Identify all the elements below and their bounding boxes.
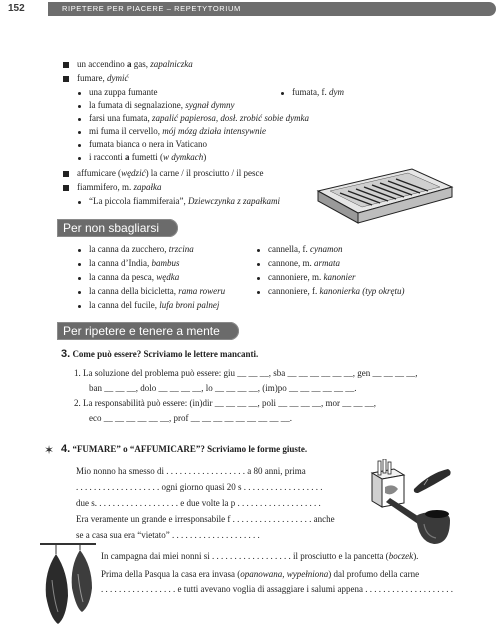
exercise-4-number: 4. bbox=[61, 443, 71, 455]
exercise-4-header bbox=[61, 444, 307, 455]
bullet-square bbox=[63, 171, 69, 177]
bullet-dot bbox=[78, 291, 81, 294]
ex4-line-4[interactable]: Era veramente un grande e irresponsabile f . . . . . . . . . . . . . . . . . . anche bbox=[76, 514, 335, 524]
exercise-4-title: “FUMARE” o “AFFUMICARE”? Scriviamo le forme giuste. bbox=[72, 444, 308, 454]
sub-segnalazione: la fumata di segnalazione, sygnał dymny bbox=[89, 100, 235, 110]
bullet-dot bbox=[78, 92, 81, 95]
vocab-fiammifero: fiammifero, m. zapałka bbox=[77, 182, 162, 192]
bullet-dot bbox=[78, 144, 81, 147]
canna-pesca: la canna da pesca, wędka bbox=[89, 272, 180, 282]
bullet-dot bbox=[257, 263, 260, 266]
ex4-line-3[interactable]: due s. . . . . . . . . . . . . . . . . . . e due volte la p . . . . . . . . . . . . . . . . . . . bbox=[76, 498, 321, 508]
bullet-dot bbox=[281, 92, 284, 95]
ex3-line-3[interactable]: 2. La responsabilità può essere: (in)dir __ __ __ __, poli __ __ __ __, mor __ __ __, bbox=[74, 398, 376, 408]
exercise-3-title: Come può essere? Scriviamo le lettere mancanti. bbox=[72, 349, 259, 359]
sub-zuppa: una zuppa fumante bbox=[89, 87, 158, 97]
ex4-line-2[interactable]: . . . . . . . . . . . . . . . . . . . ogni giorno quasi 20 s . . . . . . . . . . . . . . . . . . bbox=[76, 482, 323, 492]
ex3-line-1[interactable]: 1. La soluzione del problema può essere: giu __ __ __, sba __ __ __ __ __ __, gen __ __ __ __, bbox=[74, 368, 418, 378]
bullet-dot bbox=[78, 201, 81, 204]
sub-fumetti: i racconti a fumetti (w dymkach) bbox=[89, 152, 207, 162]
bullet-dot bbox=[78, 263, 81, 266]
bullet-dot bbox=[257, 249, 260, 252]
section-heading-per-non-sbagliarsi: Per non sbagliarsi bbox=[57, 219, 178, 237]
ex4-line-1[interactable]: Mio nonno ha smesso di . . . . . . . . . . . . . . . . . . a 80 anni, prima bbox=[76, 466, 306, 476]
canna-zucchero: la canna da zucchero, trzcina bbox=[89, 244, 194, 254]
ex4-line-6[interactable]: In campagna dai miei nonni si . . . . . . . . . . . . . . . . . . il prosciutto e la pancetta (boczek). bbox=[101, 551, 419, 561]
sub-vaticano: fumata bianca o nera in Vaticano bbox=[89, 139, 208, 149]
hanging-hams-illustration bbox=[40, 540, 96, 636]
exercise-3-number: 3. bbox=[61, 348, 71, 360]
star-icon: ✶ bbox=[44, 443, 55, 457]
bullet-square bbox=[63, 185, 69, 191]
page-number: 152 bbox=[8, 3, 25, 14]
cannella: cannella, f. cynamon bbox=[268, 244, 343, 254]
bullet-dot bbox=[78, 277, 81, 280]
ex3-line-4[interactable]: eco __ __ __ __ __ __, prof __ __ __ __ __ __ __ __ __. bbox=[89, 413, 292, 423]
bullet-dot bbox=[78, 118, 81, 121]
bullet-square bbox=[63, 62, 69, 68]
sub-cervello: mi fuma il cervello, mój mózg działa intensywnie bbox=[89, 126, 266, 136]
bullet-dot bbox=[257, 277, 260, 280]
bullet-dot bbox=[78, 105, 81, 108]
bullet-dot bbox=[78, 249, 81, 252]
vocab-fumare: fumare, dymić bbox=[77, 73, 129, 83]
ex4-line-5[interactable]: se a casa sua era “vietato” . . . . . . . . . . . . . . . . . . . . bbox=[76, 530, 260, 540]
vocab-accendino: un accendino a gas, zapalniczka bbox=[77, 59, 193, 69]
cigar-illustration bbox=[410, 465, 454, 495]
canna-bicicletta: la canna della bicicletta, rama roweru bbox=[89, 286, 226, 296]
exercise-3-header bbox=[61, 349, 258, 360]
bullet-dot bbox=[78, 131, 81, 134]
bullet-dot bbox=[78, 157, 81, 160]
sub-fiammiferaia: “La piccola fiammiferaia”, Dziewczynka z zapałkami bbox=[89, 196, 280, 206]
bullet-dot bbox=[78, 305, 81, 308]
ex4-line-8[interactable]: . . . . . . . . . . . . . . . . . e tutti avevano voglia di assaggiare i salumi appena . . . . . . . . . . . . . . . . . . . . bbox=[101, 584, 453, 594]
cannoniere-m: cannoniere, m. kanonier bbox=[268, 272, 356, 282]
ex3-line-2[interactable]: ban __ __ __, dolo __ __ __ __, lo __ __ __ __, (im)po __ __ __ __ __ __. bbox=[89, 383, 357, 393]
header-title: RIPETERE PER PIACERE – REPETYTORIUM bbox=[62, 4, 241, 13]
vocab-affumicare: affumicare (wędzić) la carne / il prosciutto / il pesce bbox=[77, 168, 264, 178]
matchbox-illustration bbox=[310, 165, 460, 227]
cannone: cannone, m. armata bbox=[268, 258, 340, 268]
sub-farsi: farsi una fumata, zapalić papierosa, dosł. zrobić sobie dymka bbox=[89, 113, 310, 123]
sub-fumata: fumata, f. dym bbox=[292, 87, 344, 97]
canna-fucile: la canna del fucile, lufa broni palnej bbox=[89, 300, 220, 310]
ex4-line-7[interactable]: Prima della Pasqua la casa era invasa (opanowana, wypełniona) dal profumo della carne bbox=[101, 569, 420, 579]
canna-india: la canna d’India, bambus bbox=[89, 258, 180, 268]
section-heading-per-ripetere: Per ripetere e tenere a mente bbox=[57, 322, 239, 340]
bullet-dot bbox=[257, 291, 260, 294]
pipe-illustration bbox=[378, 498, 454, 548]
bullet-square bbox=[63, 76, 69, 82]
cannoniere-f: cannoniere, f. kanonierka (typ okrętu) bbox=[268, 286, 405, 296]
page-header bbox=[0, 0, 504, 16]
